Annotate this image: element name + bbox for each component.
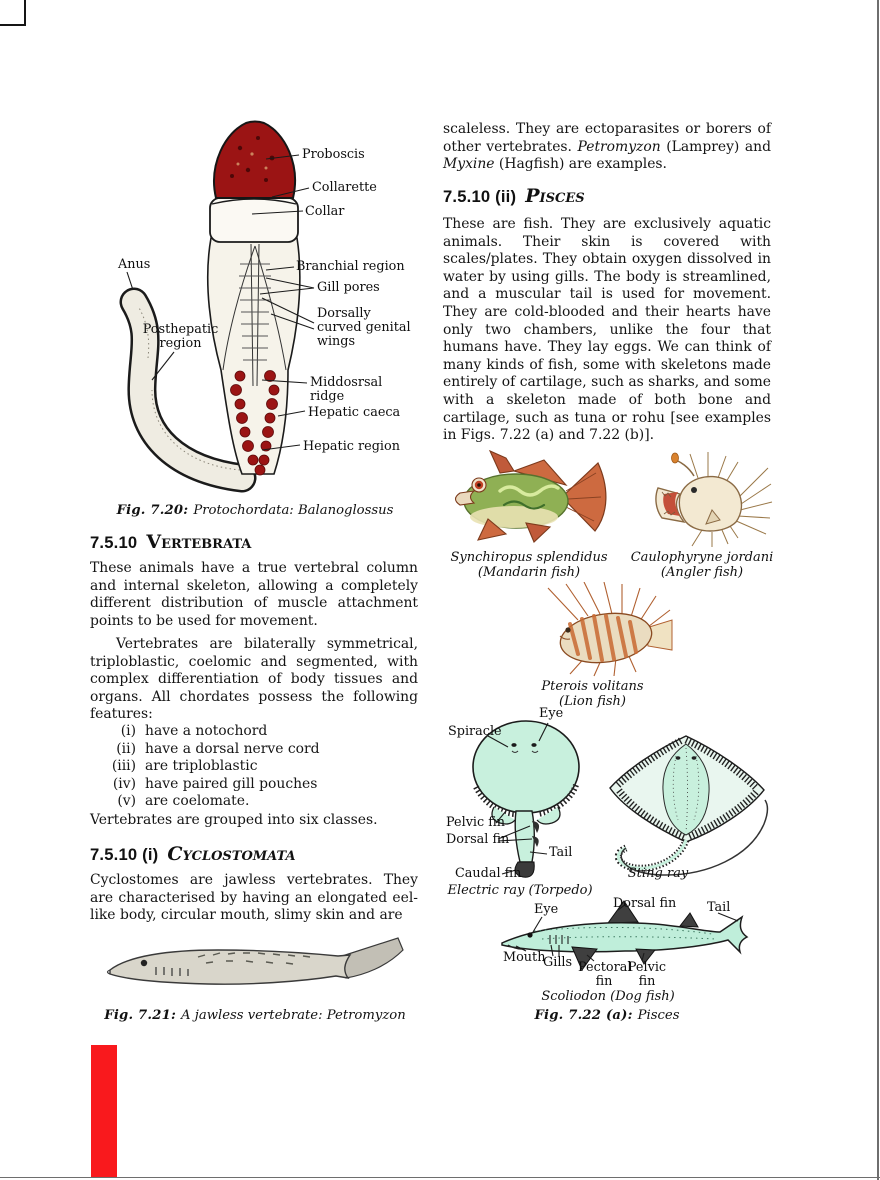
label-middorsal-ridge: Middosrsal ridge — [310, 375, 383, 404]
vertebrata-paragraph-1: These animals have a true vertebral column and internal skeleton, allowing a completely different distribution of muscle attachment points to be used for movement. — [90, 560, 418, 629]
lion-fish-illustration — [518, 582, 676, 678]
intro-seg-1: scaleless. They are ectoparasites or borers of other vertebrates. — [443, 121, 771, 155]
feature-num: (i) — [120, 723, 136, 739]
fig-7-20-caption-prefix: Fig. 7.20: — [116, 503, 189, 518]
angler-fish-illustration — [628, 450, 773, 548]
mandarin-latin-name: Synchiropus splendidus — [450, 550, 608, 565]
fig-7-21-caption-prefix: Fig. 7.21: — [104, 1008, 177, 1023]
cyclostomata-paragraph: Cyclostomes are jawless vertebrates. They are characterised by having an elongated eel-like body, circular mouth, slimy skin and are — [90, 872, 418, 924]
page-edge-right — [877, 0, 879, 1180]
sting-ray-caption: Sting ray — [627, 866, 689, 881]
label-dogfish-gills: Gills — [543, 955, 573, 970]
feature-item — [90, 758, 418, 776]
heading-vertebrata — [90, 531, 251, 553]
electric-ray-caption: Electric ray (Torpedo) — [447, 883, 593, 898]
heading-cyclostomata-number: 7.5.10 (i) — [90, 845, 159, 864]
heading-cyclostomata-title: Cyclostomata — [167, 843, 296, 865]
mandarin-common-name: (Mandarin fish) — [477, 565, 581, 581]
label-anus: Anus — [118, 257, 151, 272]
label-ray-eye: Eye — [539, 706, 564, 721]
feature-item — [90, 741, 418, 759]
label-dogfish-tail: Tail — [707, 900, 731, 915]
feature-num: (iv) — [112, 775, 136, 792]
fig-7-22-caption-prefix: Fig. 7.22 (a): — [534, 1008, 633, 1023]
label-ray-pelvic-fin: Pelvic fin — [446, 815, 506, 830]
petromyzon-illustration — [98, 930, 410, 1005]
label-branchial-region: Branchial region — [296, 259, 405, 274]
species-myxine: Myxine — [443, 156, 495, 173]
balanoglossus-figure — [90, 118, 420, 500]
electric-ray-figure — [440, 705, 600, 900]
lionfish-common-name: (Lion fish) — [559, 694, 626, 710]
label-proboscis: Proboscis — [302, 147, 365, 162]
fig-7-20-caption — [90, 503, 420, 518]
dogfish-caption: Scoliodon (Dog fish) — [541, 989, 675, 1004]
mandarin-fish-illustration — [448, 447, 613, 547]
label-ray-spiracle: Spiracle — [448, 724, 502, 739]
intro-seg-3: (Hagfish) are examples. — [494, 156, 667, 173]
pisces-intro-paragraph — [443, 121, 771, 174]
pisces-paragraph: These are fish. They are exclusively aquatic animals. Their skin is covered with scales/plates. They obtain oxygen dissolved in water by using gills. The body is streamlined, and a muscular tail is used for movement. They are cold-blooded and their hearts have only two chambers, unlike the four that humans have. They lay eggs. We can think of many kinds of fish, some with skeletons made entirely of cartilage, such as sharks, and some with a skeleton made of both bone and cartilage, such as tuna or rohu [see examples in Figs. 7.22 (a) and 7.22 (b)]. — [443, 216, 771, 444]
angler-common-name: (Angler fish) — [660, 565, 744, 581]
dogfish-figure — [490, 893, 775, 1008]
label-hepatic-region: Hepatic region — [303, 439, 400, 454]
feature-text: have a dorsal nerve cord — [145, 740, 320, 757]
petromyzon-figure — [98, 930, 410, 1005]
heading-vertebrata-number: 7.5.10 — [90, 533, 138, 552]
corner-mark-horizontal — [0, 24, 26, 26]
feature-text: have paired gill pouches — [145, 775, 318, 792]
fig-7-21-caption — [90, 1008, 420, 1023]
sting-ray-figure — [598, 728, 775, 886]
label-ray-caudal-fin: Caudal fin — [455, 866, 522, 881]
sting-ray-illustration — [598, 728, 775, 886]
fig-7-22-caption — [443, 1008, 771, 1023]
angler-fish-caption — [622, 550, 782, 581]
mandarin-fish-caption — [443, 550, 615, 581]
label-gill-pores: Gill pores — [317, 280, 380, 295]
feature-num: (ii) — [116, 740, 136, 757]
accent-red-bar — [91, 1045, 117, 1177]
label-hepatic-caeca: Hepatic caeca — [308, 405, 401, 420]
angler-fish-figure — [628, 450, 773, 548]
label-collarette: Collarette — [312, 180, 377, 195]
label-ray-dorsal-fin: Dorsal fin — [446, 832, 510, 847]
fig-7-22-caption-text: Pisces — [637, 1008, 680, 1023]
feature-num: (v) — [117, 793, 136, 810]
heading-cyclostomata — [90, 843, 296, 865]
feature-item — [90, 793, 418, 811]
feature-item — [90, 776, 418, 794]
label-collar: Collar — [305, 204, 345, 219]
fig-7-21-caption-text: A jawless vertebrate: Petromyzon — [181, 1008, 406, 1023]
label-posthepatic-region: Posthepatic region — [142, 322, 219, 351]
page-edge-bottom — [0, 1177, 880, 1179]
label-dogfish-mouth: Mouth — [503, 950, 546, 965]
feature-text: have a notochord — [145, 723, 268, 739]
feature-text: are triploblastic — [145, 758, 258, 775]
feature-num: (iii) — [111, 758, 136, 775]
intro-seg-2: (Lamprey) and — [660, 138, 771, 155]
heading-pisces-number: 7.5.10 (ii) — [443, 187, 517, 206]
species-petromyzon: Petromyzon — [577, 138, 661, 155]
corner-mark-vertical — [24, 0, 26, 26]
label-dogfish-eye: Eye — [534, 902, 559, 917]
feature-item — [90, 723, 418, 741]
label-dogfish-pelvic-fin: Pelvic fin — [627, 960, 667, 989]
fig-7-20-caption-text: Protochordata: Balanoglossus — [193, 503, 394, 518]
vertebrata-closing: Vertebrates are grouped into six classes. — [90, 812, 378, 828]
heading-pisces — [443, 185, 585, 207]
label-dogfish-dorsal-fin: Dorsal fin — [613, 896, 677, 911]
angler-latin-name: Caulophyryne jordani — [630, 550, 774, 565]
heading-pisces-title: Pisces — [525, 185, 585, 207]
feature-text: are coelomate. — [145, 793, 250, 810]
heading-vertebrata-title: Vertebrata — [146, 531, 252, 553]
lion-fish-figure — [518, 582, 676, 678]
vertebrata-feature-list — [90, 723, 418, 811]
lionfish-latin-name: Pterois volitans — [541, 679, 644, 694]
vertebrata-paragraph-2: Vertebrates are bilaterally symmetrical, triploblastic, coelomic and segmented, with complex differentiation of body tissues and organs. All chordates possess the following features: — [90, 636, 418, 723]
label-ray-tail: Tail — [549, 845, 573, 860]
label-dogfish-pectoral-fin: Pectoral fin — [578, 960, 632, 989]
label-genital-wings: Dorsally curved genital wings — [317, 306, 411, 349]
mandarin-fish-figure — [448, 447, 613, 547]
